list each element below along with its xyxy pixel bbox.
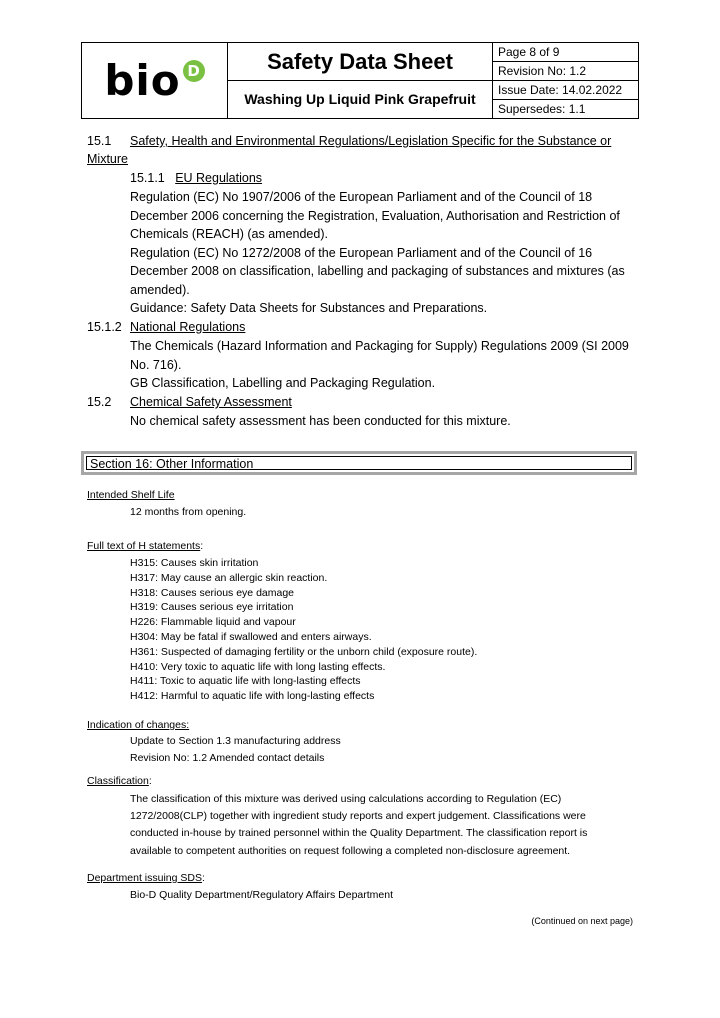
title-cell <box>228 43 493 119</box>
logo-cell <box>82 43 228 119</box>
s152-title: Chemical Safety Assessment <box>130 395 292 409</box>
list-item: H304: May be fatal if swallowed and enters airways. <box>130 630 372 643</box>
s152-number: 15.2 <box>87 395 112 409</box>
shelf-life-text: 12 months from opening. <box>130 506 247 518</box>
bio-d-logo: bio D <box>104 60 204 102</box>
product-name: Washing Up Liquid Pink Grapefruit <box>244 90 476 107</box>
list-item: H317: May cause an allergic skin reaction. <box>130 571 328 584</box>
s151-title: Safety, Health and Environmental Regulations/Legislation Specific for the Substance or <box>130 134 612 148</box>
text-line: Chemicals (REACH) (as amended). <box>130 227 328 241</box>
department-label: Department issuing SDS: <box>87 872 205 884</box>
continued-note: (Continued on next page) <box>531 916 633 926</box>
list-item: H319: Causes serious eye irritation <box>130 601 294 614</box>
text-line: GB Classification, Labelling and Packaging Regulation. <box>130 376 436 390</box>
national-regulations-text <box>130 337 629 393</box>
document-title: Safety Data Sheet <box>228 44 492 81</box>
h-statements-label: Full text of H statements: <box>87 540 204 552</box>
text-line: The Chemicals (Hazard Information and Packaging for Supply) Regulations 2009 (SI 2009 <box>130 339 629 353</box>
eu-regulations-text <box>130 188 625 318</box>
section-16-title: Section 16: Other Information <box>86 456 632 470</box>
classification-text <box>130 791 587 860</box>
text-line: conducted in-house by trained personnel within the Quality Department. The classification report is <box>130 827 588 840</box>
list-item: H410: Very toxic to aquatic life with long lasting effects. <box>130 660 386 673</box>
text-line: Regulation (EC) No 1272/2008 of the European Parliament and of the Council of 16 <box>130 245 593 260</box>
list-item: H315: Causes skin irritation <box>130 557 259 569</box>
text-line: amended). <box>130 282 190 297</box>
list-item: H412: Harmful to aquatic life with long-lasting effects <box>130 690 375 703</box>
section-16-header <box>81 451 637 475</box>
s151-title-cont: Mixture <box>87 152 128 166</box>
list-item: Revision No: 1.2 Amended contact details <box>130 752 325 764</box>
list-item: H226: Flammable liquid and vapour <box>130 616 296 629</box>
page-number: Page 8 of 9 <box>493 43 638 62</box>
s1511-title: EU Regulations <box>175 171 263 185</box>
s151-number: 15.1 <box>87 134 112 148</box>
changes-list <box>130 733 341 767</box>
s152-text: No chemical safety assessment has been conducted for this mixture. <box>130 414 511 428</box>
issue-date: Issue Date: 14.02.2022 <box>493 81 638 100</box>
classification-label: Classification: <box>87 775 152 787</box>
text-line: available to competent authorities on request following a completed non-disclosure agreement. <box>130 844 571 857</box>
h-statements-list <box>130 556 477 704</box>
list-item: H361: Suspected of damaging fertility or the unborn child (exposure route). <box>130 645 478 658</box>
text-line: Guidance: Safety Data Sheets for Substances and Preparations. <box>130 301 488 315</box>
text-line: Regulation (EC) No 1907/2006 of the European Parliament and of the Council of 18 <box>130 190 593 204</box>
list-item: H411: Toxic to aquatic life with long-lasting effects <box>130 675 361 688</box>
s1511-number: 15.1.1 <box>130 171 165 185</box>
text-line: December 2006 concerning the Registration, Evaluation, Authorisation and Restriction of <box>130 208 620 223</box>
text-line: The classification of this mixture was derived using calculations according to Regulation (EC) <box>130 793 562 805</box>
changes-label: Indication of changes: <box>87 719 190 731</box>
s1512-title: National Regulations <box>130 320 246 334</box>
document-header <box>81 42 639 119</box>
supersedes: Supersedes: 1.1 <box>498 102 586 116</box>
document-meta <box>493 43 639 119</box>
text-line: December 2008 on classification, labelling and packaging of substances and mixtures (as <box>130 264 625 278</box>
department-text: Bio-D Quality Department/Regulatory Affairs Department <box>130 889 394 901</box>
list-item: H318: Causes serious eye damage <box>130 586 295 599</box>
list-item: Update to Section 1.3 manufacturing address <box>130 735 341 747</box>
revision-number: Revision No: 1.2 <box>493 62 638 81</box>
shelf-life-label: Intended Shelf Life <box>87 489 175 501</box>
text-line: 1272/2008(CLP) together with ingredient study reports and expert judgement. Classifications were <box>130 810 586 823</box>
s1511-heading <box>130 169 262 188</box>
s1512-number: 15.1.2 <box>87 320 122 334</box>
text-line: No. 716). <box>130 357 182 372</box>
